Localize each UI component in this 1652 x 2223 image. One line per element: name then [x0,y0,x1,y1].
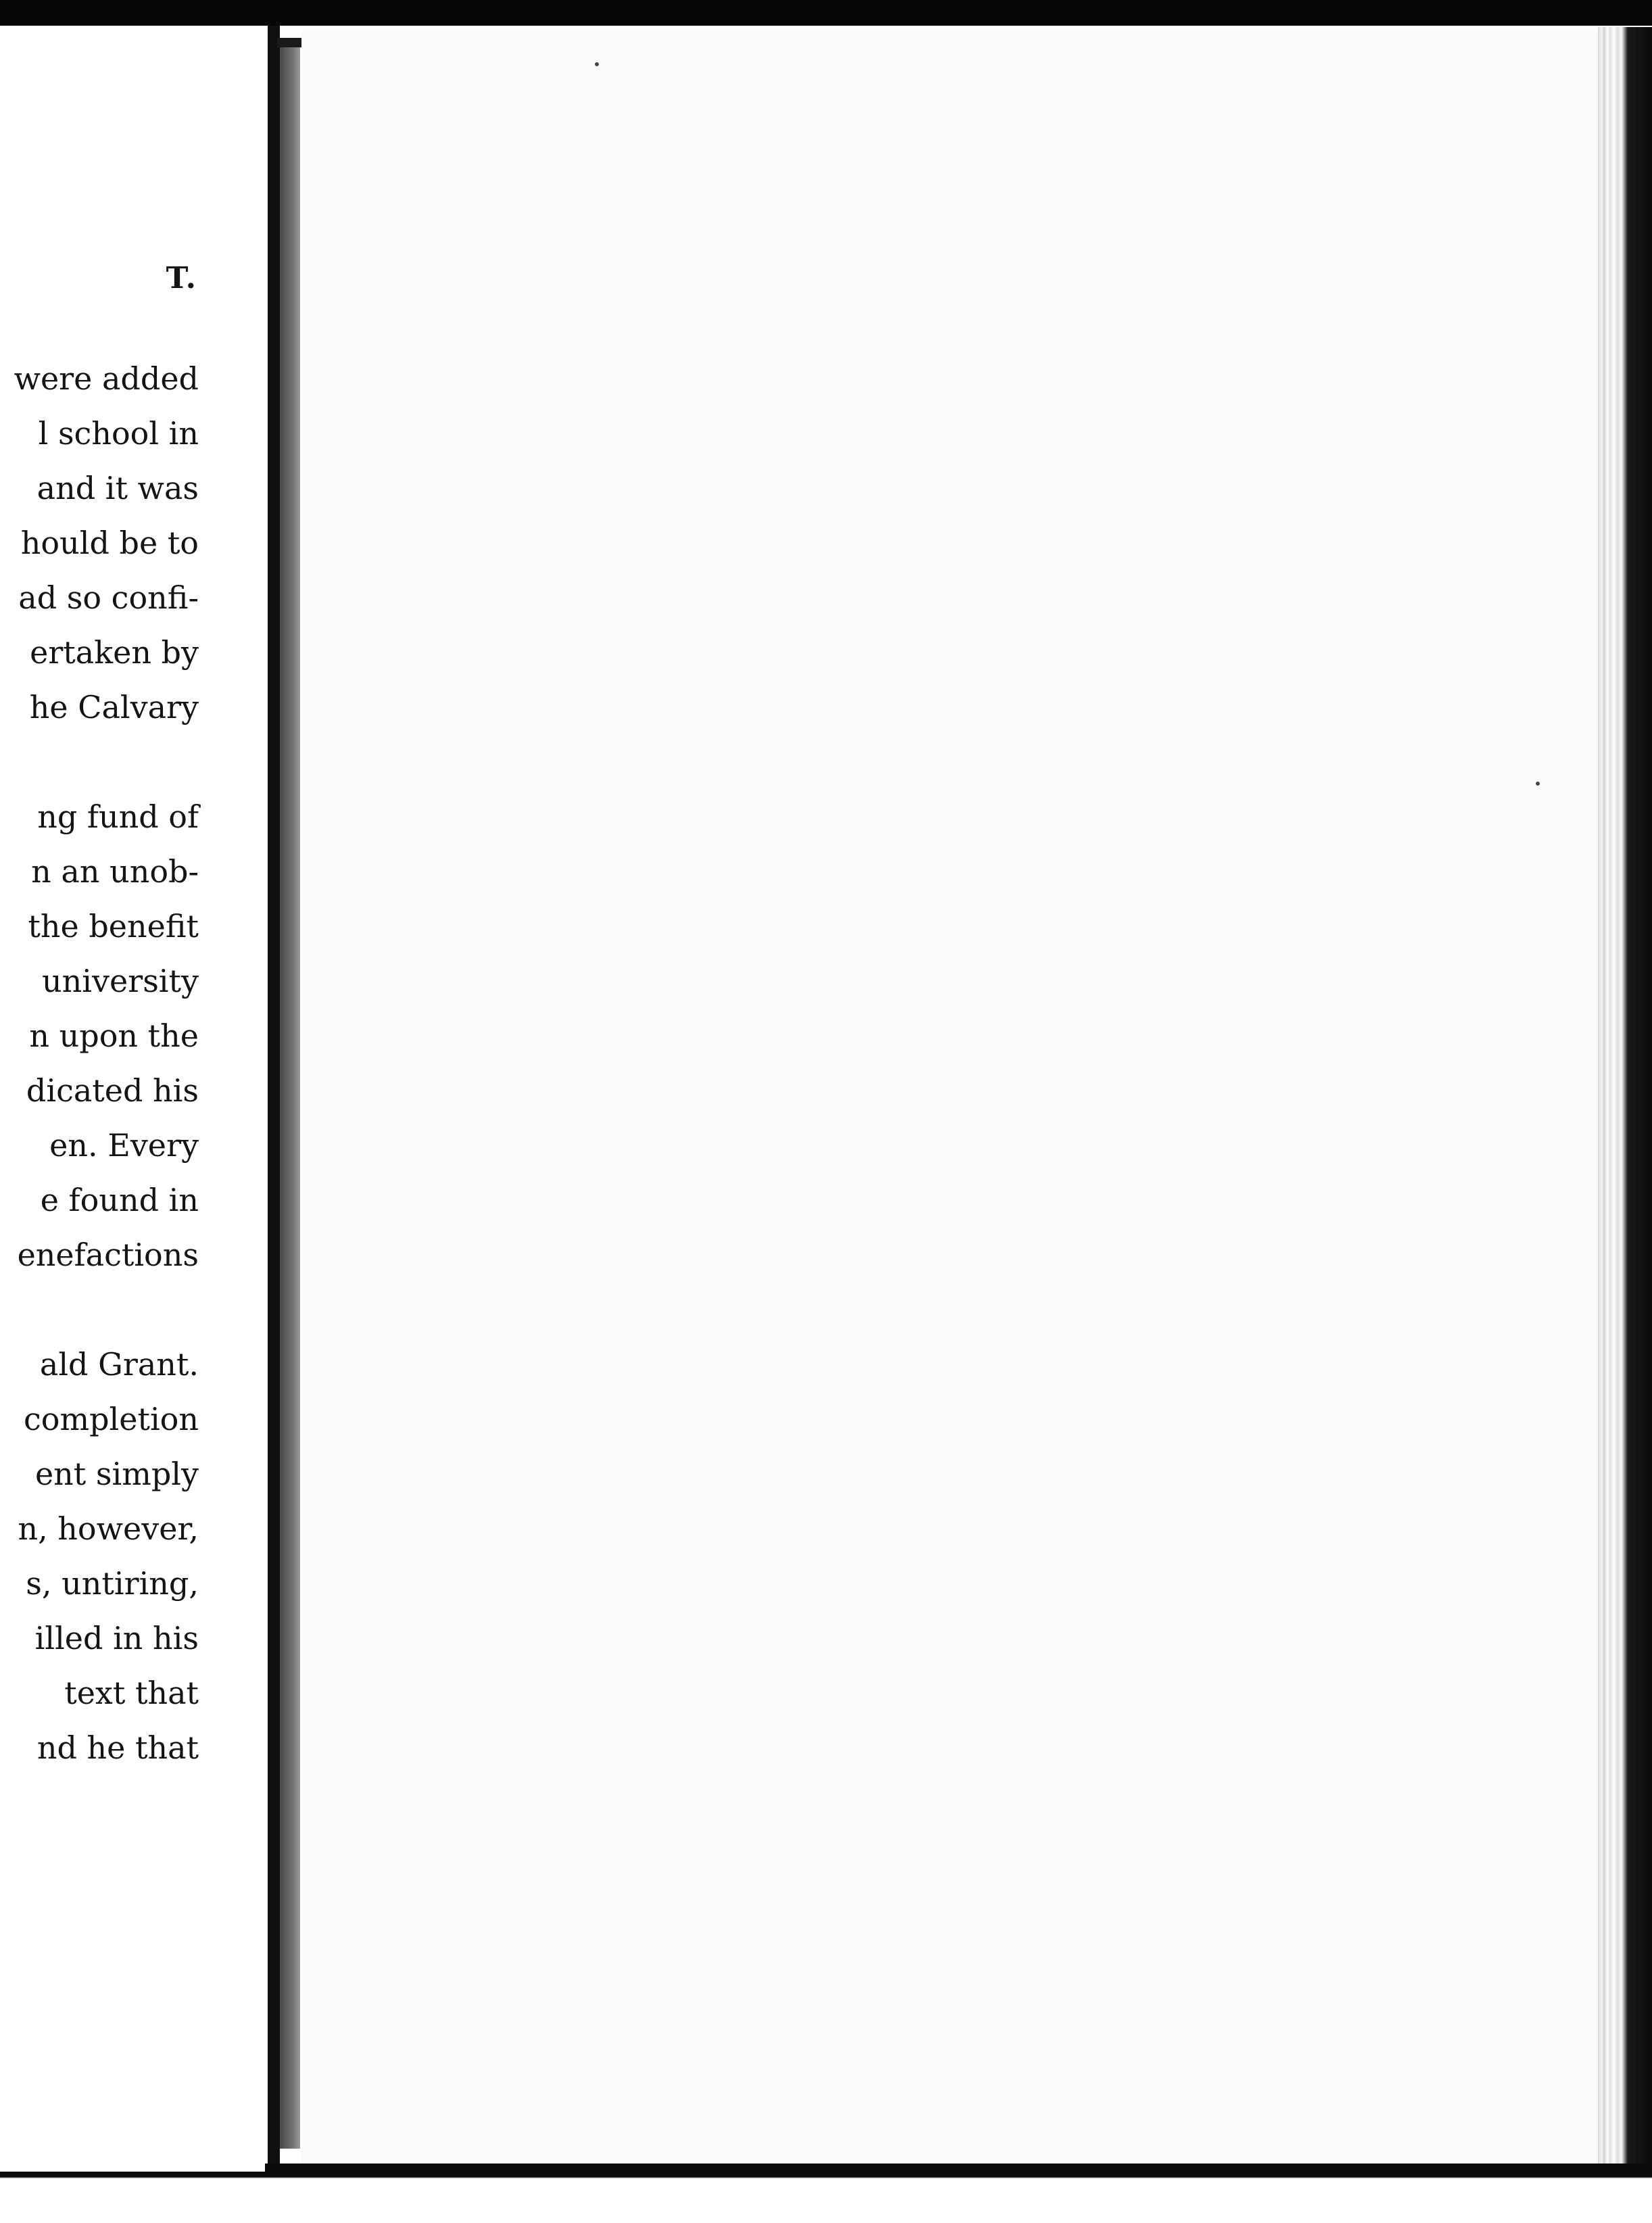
paragraph-gap [0,1283,199,1337]
text-line: university [42,963,199,999]
scan-top-border [0,0,1652,26]
text-line: dicated his [26,1072,199,1109]
text-line: text that [64,1675,199,1711]
paragraph-gap [0,735,199,790]
text-line: l school in [38,415,199,452]
text-line: illed in his [34,1620,199,1656]
right-page-blank [301,31,1599,2172]
page-edges [1598,27,1652,2177]
text-line: en. Every [49,1127,199,1164]
text-line: n, however, [18,1510,199,1547]
text-line: completion [24,1401,199,1437]
text-line: were added [14,360,199,397]
book-gutter-shadow [268,26,280,2169]
scan-speck [1536,782,1540,786]
book-spine [280,39,300,2149]
text-line: the benefit [28,908,199,945]
scan-speck [595,62,599,66]
running-head: T. [166,261,197,295]
text-line: ent simply [34,1456,199,1492]
text-line: e found in [40,1182,199,1218]
text-line: ald Grant. [39,1346,199,1383]
spine-cap [277,38,301,47]
left-page-text-block [0,352,199,1775]
text-line: ng fund of [37,798,199,835]
scan-bottom-border [0,2172,1652,2223]
text-line: he Calvary [29,689,199,725]
text-line: hould be to [20,525,199,561]
text-line: and it was [37,470,199,506]
text-line: nd he that [37,1729,199,1766]
left-page [0,26,270,2176]
text-line: n an unob- [31,853,199,890]
text-line: enefactions [17,1237,199,1273]
text-line: ertaken by [30,634,199,671]
text-line: n upon the [29,1018,199,1054]
text-line: s, untiring, [26,1565,199,1602]
text-line: ad so confi- [18,579,199,616]
